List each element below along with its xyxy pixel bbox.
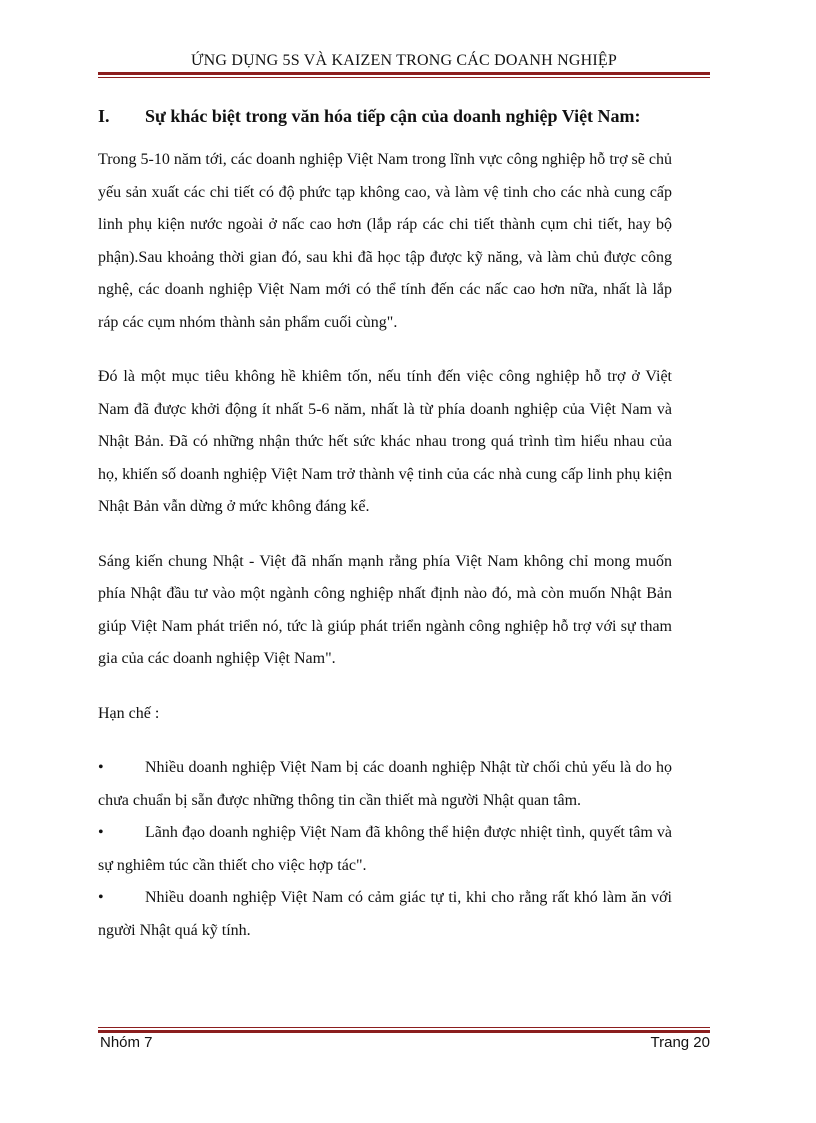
section-number: I. bbox=[98, 106, 110, 126]
paragraph-2: Đó là một mục tiêu không hề khiêm tốn, nếu tính đến việc công nghiệp hỗ trợ ở Việt Nam đã được khởi động ít nhất 5-6 năm, nhất là từ phía doanh nghiệp của Việt Nam và Nhật Bản. Đã có những nhận thức hết sức khác nhau trong quá trình tìm hiểu nhau của họ, khiến số doanh nghiệp Việt Nam trở thành vệ tinh của các nhà cung cấp linh phụ kiện Nhật Bản vẫn dừng ở mức không đáng kể. bbox=[98, 368, 672, 515]
bullet-icon: • bbox=[98, 759, 104, 776]
header-rule-thin bbox=[98, 77, 710, 78]
limitations-label: Hạn chế : bbox=[98, 704, 160, 722]
section-heading bbox=[98, 100, 672, 132]
page-content bbox=[98, 100, 672, 947]
section-title: Sự khác biệt trong văn hóa tiếp cận của doanh nghiệp Việt Nam: bbox=[145, 106, 641, 126]
limitation-item-3 bbox=[98, 882, 672, 947]
header-rule-thick bbox=[98, 72, 710, 75]
bullet-icon: • bbox=[98, 824, 104, 841]
footer-page-number: Trang 20 bbox=[650, 1034, 710, 1051]
limitation-item-1 bbox=[98, 752, 672, 817]
footer-group-name: Nhóm 7 bbox=[100, 1034, 153, 1051]
bullet-icon: • bbox=[98, 889, 104, 906]
limitation-text-3: Nhiều doanh nghiệp Việt Nam có cảm giác tự ti, khi cho rằng rất khó làm ăn với người Nhật quá kỹ tính. bbox=[98, 889, 672, 939]
paragraph-1: Trong 5-10 năm tới, các doanh nghiệp Việt Nam trong lĩnh vực công nghiệp hỗ trợ sẽ chủ yếu sản xuất các chi tiết có độ phức tạp không cao, và làm vệ tinh cho các nhà cung cấp linh phụ kiện nước ngoài ở nấc cao hơn (lắp ráp các chi tiết thành cụm chi tiết, hay bộ phận).Sau khoảng thời gian đó, sau khi đã học tập được kỹ năng, và làm chủ được công nghệ, các doanh nghiệp Việt Nam mới có thể tính đến các nấc cao hơn nữa, nhất là lắp ráp các cụm nhóm thành sản phẩm cuối cùng". bbox=[98, 151, 672, 331]
paragraph-3: Sáng kiến chung Nhật - Việt đã nhấn mạnh rằng phía Việt Nam không chỉ mong muốn phía Nhật đầu tư vào một ngành công nghiệp nhất định nào đó, mà còn muốn Nhật Bản giúp Việt Nam phát triển nó, tức là giúp phát triển ngành công nghiệp hỗ trợ với sự tham gia của các doanh nghiệp Việt Nam". bbox=[98, 552, 672, 667]
limitation-text-2: Lãnh đạo doanh nghiệp Việt Nam đã không thể hiện được nhiệt tình, quyết tâm và sự nghiêm túc cần thiết cho việc hợp tác". bbox=[98, 824, 672, 874]
limitation-item-2 bbox=[98, 817, 672, 882]
page-header-title: ỨNG DỤNG 5S VÀ KAIZEN TRONG CÁC DOANH NGHIỆP bbox=[191, 52, 617, 69]
footer-rule-thin bbox=[98, 1027, 710, 1028]
footer-rule-thick bbox=[98, 1030, 710, 1033]
limitation-text-1: Nhiều doanh nghiệp Việt Nam bị các doanh nghiệp Nhật từ chối chủ yếu là do họ chưa chuẩn bị sẵn được những thông tin cần thiết mà người Nhật quan tâm. bbox=[98, 759, 672, 809]
